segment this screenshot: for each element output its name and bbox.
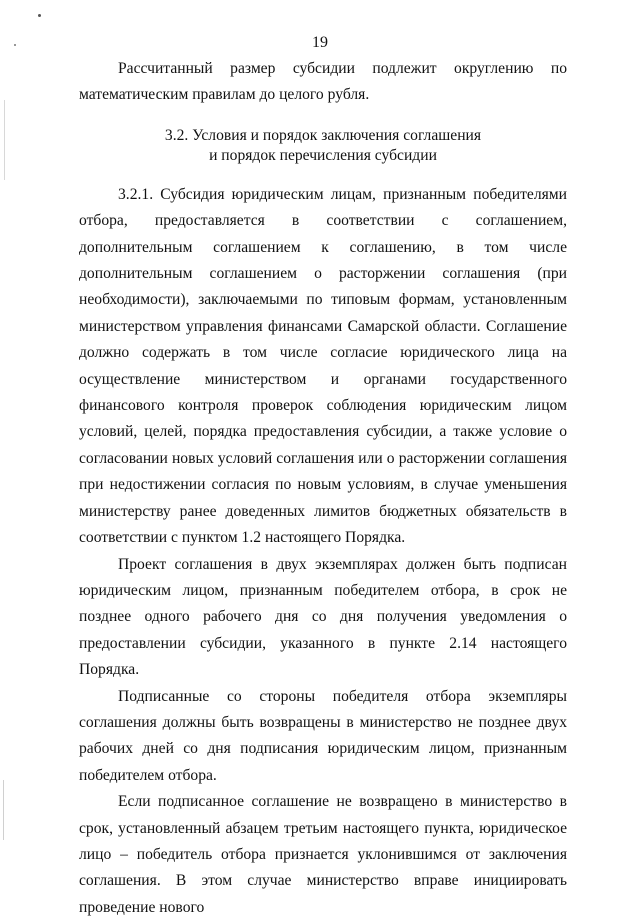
paragraph-draft-agreement: Проект соглашения в двух экземплярах должен быть подписан юридическим лицом, признанным победителем отбора, в срок не позднее одного рабочего дня со дня получения уведомления о предоставлении субсидии, указанного в пункте 2.14 настоящего Порядка. — [79, 555, 567, 679]
paragraph-not-returned: Если подписанное соглашение не возвращено в министерство в срок, установленный абзацем третьим настоящего пункта, юридическое лицо – победитель отбора признается уклонившимся от заключения соглашения. В этом случае министерство вправе инициировать проведение нового — [79, 793, 567, 916]
scan-speck — [38, 14, 41, 17]
paragraph-3-2-1: 3.2.1. Субсидия юридическим лицам, признанным победителями отбора, предоставляется в соответствии с соглашением, дополнительным соглашением к соглашению, в том числе дополнительным соглашением о расторжении соглашения (при необходимости), заключаемыми по типовым формам, установленным министерством управления финансами Самарской области. Соглашение должно содержать в том числе согласие юридического лица на осуществление министерством и органами государственного финансового контроля проверок соблюдения юридическим лицом условий, целей, порядка предоставления субсидии, а также условие о согласовании новых условий соглашения или о расторжении соглашения при недостижении согласия по новым условиям, в случае уменьшения министерству ранее доведенных лимитов бюджетных обязательств в соответствии с пунктом 1.2 настоящего Порядка. — [79, 185, 567, 547]
paragraph-rounding: Рассчитанный размер субсидии подлежит округлению по математическим правилам до целого рубля. — [79, 60, 567, 104]
paragraph-signed-copies: Подписанные со стороны победителя отбора экземпляры соглашения должны быть возвращены в министерство не позднее двух рабочих дней со дня подписания юридическим лицом, признанным победителем отбора. — [79, 687, 567, 784]
section-heading-line-2: и порядок перечисления субсидии — [209, 146, 437, 164]
document-body — [79, 56, 567, 921]
section-heading — [79, 126, 567, 166]
scan-edge-line — [4, 100, 5, 180]
scan-edge-line — [3, 780, 4, 840]
page-number: 19 — [312, 34, 328, 51]
section-heading-line-1: 3.2. Условия и порядок заключения соглашения — [164, 126, 482, 144]
